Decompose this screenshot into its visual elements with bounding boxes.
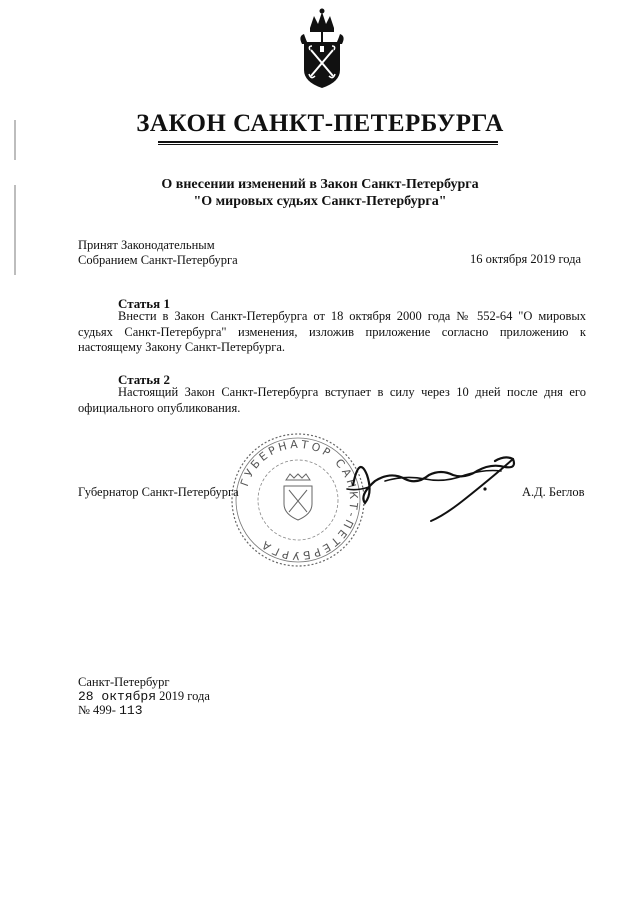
article-text — [78, 309, 586, 356]
footer-date-year: 2019 года — [159, 689, 210, 703]
coat-of-arms-emblem — [296, 6, 348, 92]
footer-number-prefix: № 499- — [78, 703, 116, 717]
seal-text: ГУБЕРНАТОР САНКТ-ПЕТЕРБУРГА — [237, 437, 361, 563]
document-title: ЗАКОН САНКТ-ПЕТЕРБУРГА — [136, 110, 504, 137]
article-text — [78, 385, 586, 416]
article-heading: Статья 1 — [118, 296, 170, 311]
adopted-by-line: Собранием Санкт-Петербурга — [78, 253, 238, 267]
governor-title: Губернатор Санкт-Петербурга — [78, 485, 239, 499]
article-text-line: судьях Санкт-Петербурга" изменения, изложив приложение согласно приложению к — [78, 324, 586, 339]
title-rule — [158, 141, 498, 143]
title-rule — [158, 144, 498, 145]
adoption-date: 16 октября 2019 года — [470, 252, 582, 266]
footer-date-handwritten: 28 октября — [78, 689, 157, 704]
footer-date — [78, 689, 210, 704]
footer-law-number — [78, 703, 143, 718]
article-text-line: настоящему Закону Санкт-Петербурга. — [78, 340, 285, 354]
footer-number-handwritten: 113 — [119, 703, 143, 718]
article-text-line: официального опубликования. — [78, 400, 241, 415]
governor-signature — [345, 445, 535, 525]
governor-name: А.Д. Беглов — [522, 485, 585, 499]
article-text-line: Настоящий Закон Санкт-Петербурга вступает в силу через 10 дней после дня его — [118, 385, 586, 399]
adopted-by-line: Принят Законодательным — [78, 238, 215, 252]
footer-city: Санкт-Петербург — [78, 675, 170, 689]
article-text-line: Внести в Закон Санкт-Петербурга от 18 октября 2000 года № 552-64 "О мировых — [118, 309, 586, 323]
law-subtitle-line: О внесении изменений в Закон Санкт-Петербурга — [161, 177, 479, 192]
article-heading: Статья 2 — [118, 372, 170, 387]
law-subtitle-line: "О мировых судьях Санкт-Петербурга" — [193, 194, 447, 209]
